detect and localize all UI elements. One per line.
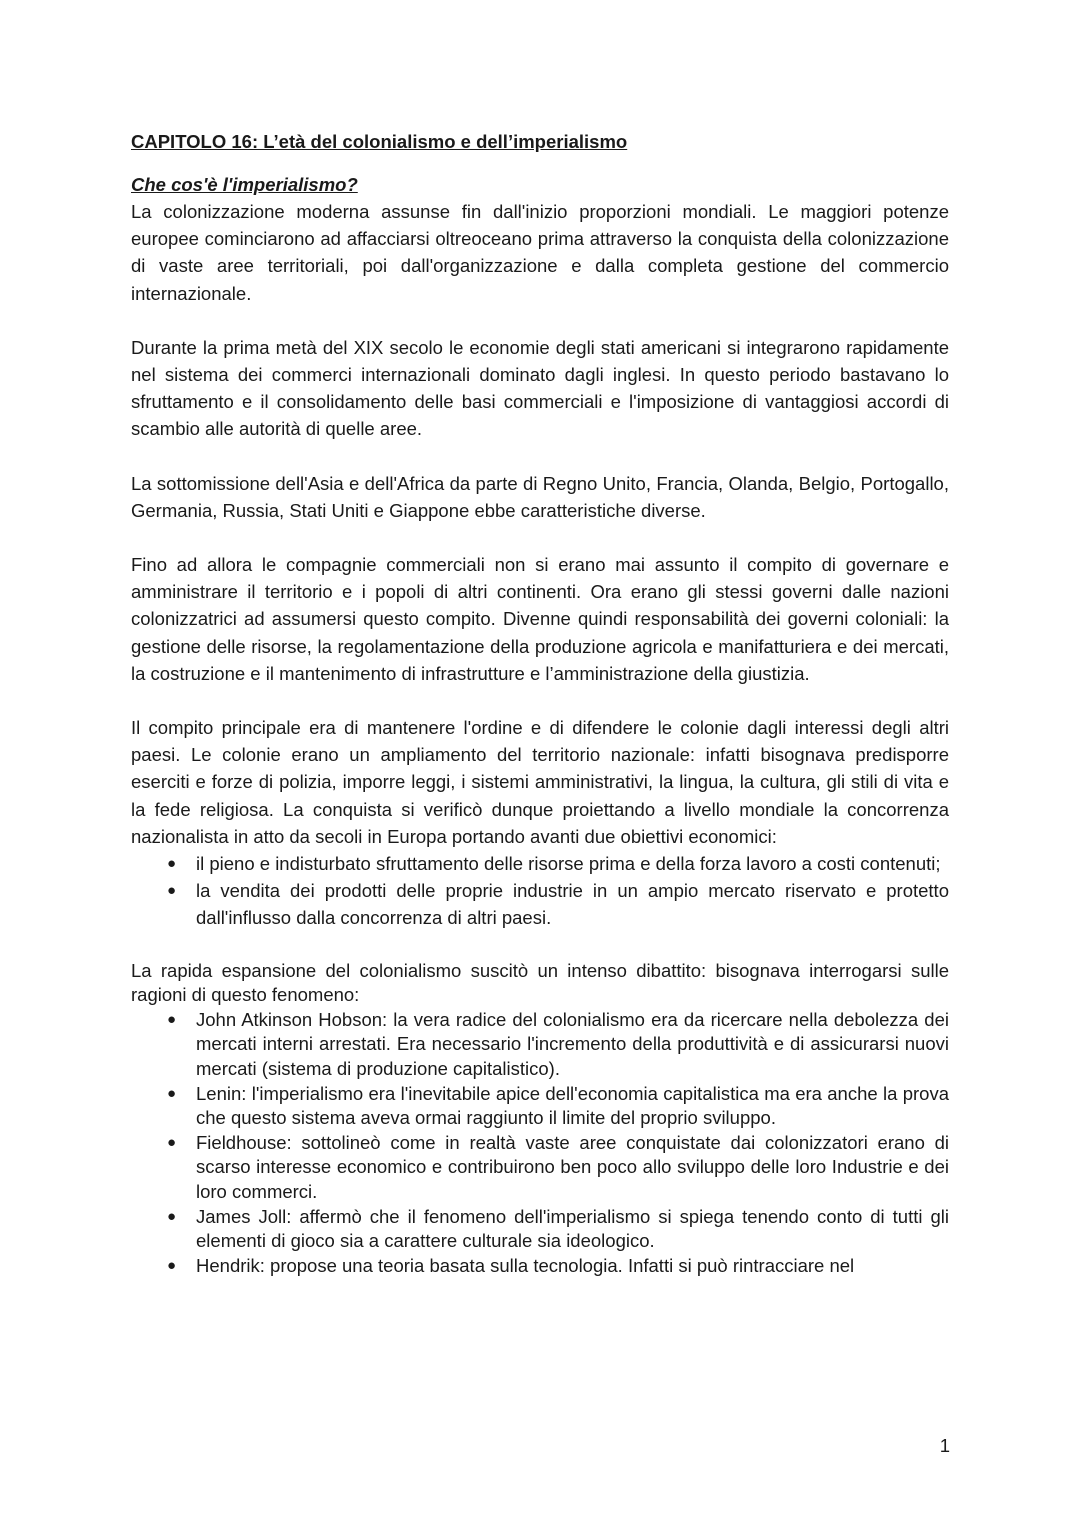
list-item: [131, 1131, 949, 1205]
list-item-text: James Joll: affermò che il fenomeno dell'imperialismo si spiega tenendo conto di tutti gli elementi di gioco sia a carattere culturale sia ideologico.: [196, 1205, 949, 1252]
bullet-icon: ●: [167, 882, 177, 900]
list-item: [131, 1205, 949, 1254]
list-item: [131, 1082, 949, 1131]
list-item-text: il pieno e indisturbato sfruttamento delle risorse prima e della forza lavoro a costi contenuti;: [196, 853, 941, 875]
theories-list: [131, 1008, 949, 1279]
list-item: [131, 850, 949, 877]
list-item-text: Hendrik: propose una teoria basata sulla tecnologia. Infatti si può rintracciare nel: [196, 1254, 855, 1276]
section-title: Che cos'è l'imperialismo?: [131, 174, 358, 195]
list-item: [131, 1254, 949, 1279]
bullet-icon: ●: [167, 1256, 177, 1274]
paragraph-xix-century: Durante la prima metà del XIX secolo le economie degli stati americani si integrarono rapidamente nel sistema dei commerci internazionali dominato dagli inglesi. In questo periodo bastavano lo sfruttamento e il consolidamento delle basi commerciali e l'imposizione di vantaggiosi accordi di scambio alle autorità di quelle aree.: [131, 336, 949, 440]
list-item-text: Fieldhouse: sottolineò come in realtà vaste aree conquistate dai colonizzatori erano di scarso interesse economico e contribuirono ben poco allo sviluppo delle loro Industrie e dei loro commerci.: [196, 1131, 949, 1203]
bullet-icon: ●: [167, 1133, 177, 1151]
paragraph-asia-africa: La sottomissione dell'Asia e dell'Africa da parte di Regno Unito, Francia, Olanda, Belgio, Portogallo, Germania, Russia, Stati Uniti e Giappone ebbe caratteristiche diverse.: [131, 472, 949, 521]
list-item: [131, 877, 949, 931]
list-item-text: Lenin: l'imperialismo era l'inevitabile apice dell'economia capitalistica ma era anche la prova che questo sistema aveva ormai raggiunto il limite del proprio sviluppo.: [196, 1082, 949, 1129]
chapter-title: CAPITOLO 16: L’età del colonialismo e dell’imperialismo: [131, 131, 628, 152]
list-item-text: la vendita dei prodotti delle proprie industrie in un ampio mercato riservato e protetto dall'influsso dalla concorrenza di altri paesi.: [196, 880, 949, 929]
document-page: [131, 128, 949, 1278]
list-item: [131, 1008, 949, 1082]
paragraph-intro: La colonizzazione moderna assunse fin dall'inizio proporzioni mondiali. Le maggiori potenze europee cominciarono ad affacciarsi oltreoceano prima attraverso la conquista della colonizzazione di vaste aree territoriali, poi dall'organizzazione e dalla completa gestione del commercio internazionale.: [131, 201, 949, 304]
paragraph-debate: La rapida espansione del colonialismo suscitò un intenso dibattito: bisognava interrogarsi sulle ragioni di questo fenomeno:: [131, 959, 949, 1006]
bullet-icon: ●: [167, 1010, 177, 1028]
page-number: 1: [939, 1435, 950, 1456]
bullet-icon: ●: [167, 855, 177, 873]
bullet-icon: ●: [167, 1207, 177, 1225]
list-item-text: John Atkinson Hobson: la vera radice del colonialismo era da ricercare nella debolezza dei mercati interni arrestati. Era necessario l'incremento della produttività e di assicurarsi nuovi mercati (sistema di produzione capitalistico).: [196, 1008, 949, 1080]
paragraph-colonial-governments: Fino ad allora le compagnie commerciali non si erano mai assunto il compito di governare e amministrare il territorio e i popoli di altri continenti. Ora erano gli stessi governi dalle nazioni colonizzatrici ad assumersi questo compito. Divenne quindi responsabilità dei governi coloniali: la gestione delle risorse, la regolamentazione della produzione agricola e manifatturiera e dei mercati, la costruzione e il mantenimento di infrastrutture e l’amministrazione della giustizia.: [131, 554, 949, 684]
bullet-icon: ●: [167, 1084, 177, 1102]
objectives-list: [131, 850, 949, 932]
paragraph-main-task: Il compito principale era di mantenere l'ordine e di difendere le colonie dagli interessi degli altri paesi. Le colonie erano un ampliamento del territorio nazionale: infatti bisognava predisporre eserciti e forze di polizia, imporre leggi, i sistemi amministrativi, la lingua, la cultura, gli stili di vita e la fede religiosa. La conquista si verificò dunque proiettando a livello mondiale la concorrenza nazionalista in atto da secoli in Europa portando avanti due obiettivi economici:: [131, 717, 949, 847]
